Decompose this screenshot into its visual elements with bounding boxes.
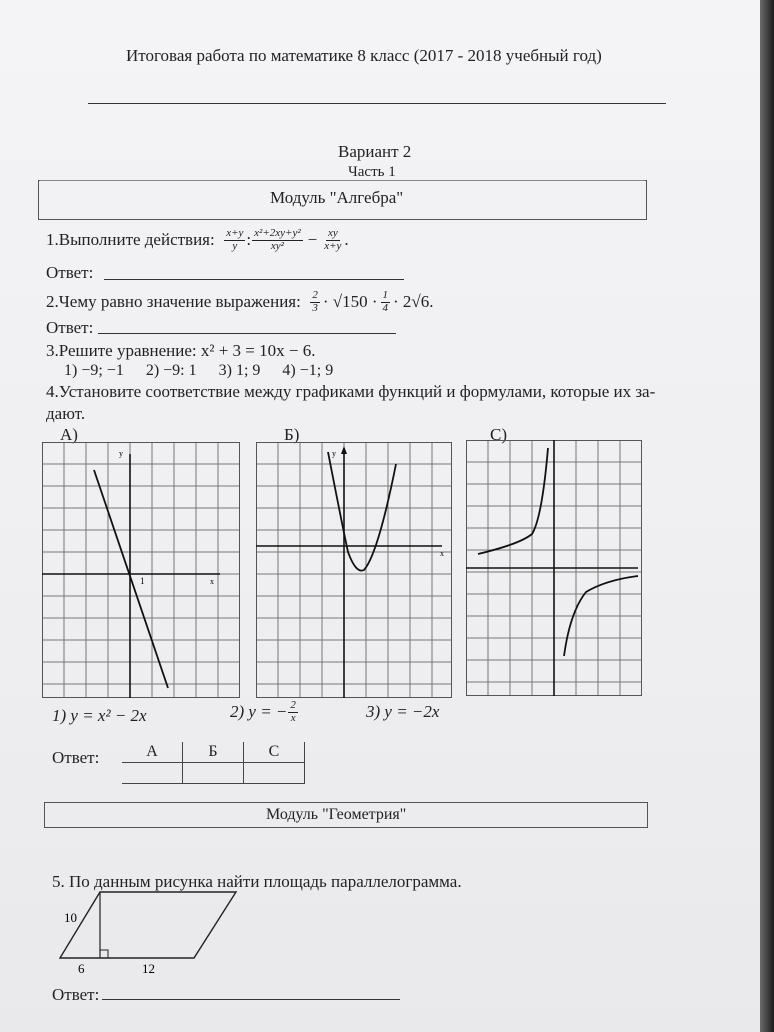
question-1 bbox=[46, 228, 349, 252]
colon-sign: : bbox=[246, 230, 252, 250]
graph-c bbox=[466, 440, 642, 696]
formula-2-num: 2 bbox=[290, 699, 296, 711]
formula-2-fraction bbox=[288, 700, 298, 724]
answer-col-c: С bbox=[244, 742, 305, 763]
minus-sign: − bbox=[307, 230, 318, 250]
graph-b-y-arrow bbox=[341, 446, 347, 454]
title-underline bbox=[88, 103, 666, 104]
graph-a-line bbox=[94, 470, 168, 688]
expr-mid-2: · 2√6. bbox=[393, 292, 434, 312]
graph-a-frame bbox=[43, 443, 240, 698]
answer-cell-b[interactable] bbox=[183, 763, 244, 784]
fraction-2-3-num: 2 bbox=[312, 289, 318, 301]
question-5-text: 5. По данным рисунка найти площадь параллелограмма. bbox=[52, 872, 462, 891]
grid-a bbox=[42, 442, 240, 698]
fraction-2-3 bbox=[310, 290, 320, 314]
fraction-1-4 bbox=[381, 290, 391, 314]
answer-4-header-row bbox=[122, 742, 305, 763]
variant-label: Вариант 2 bbox=[338, 142, 412, 161]
question-3-text: 3.Решите уравнение: x² + 3 = 10x − 6. bbox=[46, 341, 316, 360]
question-1-text: 1.Выполните действия: bbox=[46, 230, 215, 250]
fraction-2-num: x²+2xy+y² bbox=[254, 227, 301, 239]
formula-2-prefix: 2) y = − bbox=[230, 702, 288, 722]
fraction-3-num: xy bbox=[327, 227, 338, 239]
fraction-1-num: x+y bbox=[226, 227, 244, 239]
formula-1: 1) y = x² − 2x bbox=[52, 706, 147, 725]
answer-col-b: Б bbox=[183, 742, 244, 763]
question-4-line-2: дают. bbox=[46, 404, 86, 423]
fraction-3-den: x+y bbox=[324, 239, 342, 252]
right-angle-mark bbox=[100, 950, 108, 958]
algebra-box-top bbox=[40, 180, 645, 181]
parallelogram-shape bbox=[60, 892, 236, 958]
graph-b-x-label: x bbox=[440, 549, 444, 558]
answer-4-table bbox=[122, 742, 305, 784]
formula-2-den: x bbox=[290, 711, 296, 724]
formula-3: 3) y = −2x bbox=[366, 702, 440, 721]
answer-1-line[interactable] bbox=[104, 279, 404, 280]
option-3: 3) 1; 9 bbox=[218, 362, 261, 379]
part-label: Часть 1 bbox=[348, 164, 396, 180]
graph-b-frame bbox=[257, 443, 452, 698]
fraction-2-den: xy² bbox=[270, 239, 284, 252]
algebra-module-title: Модуль "Алгебра" bbox=[270, 188, 404, 207]
graph-a bbox=[42, 442, 240, 698]
graph-b-y-label: y bbox=[332, 449, 336, 458]
option-2: 2) −9: 1 bbox=[145, 362, 197, 379]
page-edge bbox=[760, 0, 774, 1032]
question-4-line-1: 4.Установите соответствие между графиками функций и формулами, которые их за- bbox=[46, 382, 656, 401]
option-4: 4) −1; 9 bbox=[282, 362, 334, 379]
answer-2-label: Ответ: bbox=[46, 318, 94, 337]
option-1: 1) −9; −1 bbox=[64, 362, 124, 379]
fraction-2 bbox=[252, 228, 302, 252]
period: . bbox=[344, 230, 349, 250]
fraction-3 bbox=[322, 228, 343, 252]
answer-4-label: Ответ: bbox=[52, 748, 100, 767]
fraction-1-4-num: 1 bbox=[382, 289, 388, 301]
answer-col-a: А bbox=[122, 742, 183, 763]
answer-5-line[interactable] bbox=[102, 999, 400, 1000]
question-2 bbox=[46, 290, 436, 314]
segment-1-label: 6 bbox=[78, 961, 85, 976]
question-3-options bbox=[64, 362, 333, 380]
answer-4-input-row bbox=[122, 763, 305, 784]
side-label: 10 bbox=[64, 910, 77, 925]
formula-2 bbox=[230, 700, 299, 724]
graph-a-unit-label: 1 bbox=[140, 576, 145, 586]
graph-b-parabola bbox=[328, 452, 396, 571]
answer-cell-a[interactable] bbox=[122, 763, 183, 784]
fraction-2-3-den: 3 bbox=[312, 301, 318, 314]
question-2-text: 2.Чему равно значение выражения: bbox=[46, 292, 301, 312]
graph-label-c: С) bbox=[490, 425, 507, 444]
page-title: Итоговая работа по математике 8 класс (2017 - 2018 учебный год) bbox=[126, 46, 602, 65]
parallelogram-figure bbox=[58, 886, 248, 976]
fraction-1 bbox=[224, 228, 245, 252]
segment-2-label: 12 bbox=[142, 961, 155, 976]
graph-label-b: Б) bbox=[284, 425, 300, 444]
answer-1-label: Ответ: bbox=[46, 263, 94, 282]
grid-b bbox=[256, 442, 452, 698]
fraction-1-den: y bbox=[232, 239, 238, 252]
graph-a-x-label: x bbox=[210, 577, 214, 586]
answer-5-label: Ответ: bbox=[52, 985, 100, 1004]
answer-cell-c[interactable] bbox=[244, 763, 305, 784]
graph-b bbox=[256, 442, 452, 698]
geometry-module-title: Модуль "Геометрия" bbox=[266, 806, 407, 823]
expr-mid-1: · √150 · bbox=[322, 292, 378, 312]
graph-a-y-label: y bbox=[119, 449, 123, 458]
fraction-1-4-den: 4 bbox=[382, 301, 388, 314]
answer-2-line[interactable] bbox=[98, 333, 396, 334]
graph-label-a: А) bbox=[60, 425, 78, 444]
